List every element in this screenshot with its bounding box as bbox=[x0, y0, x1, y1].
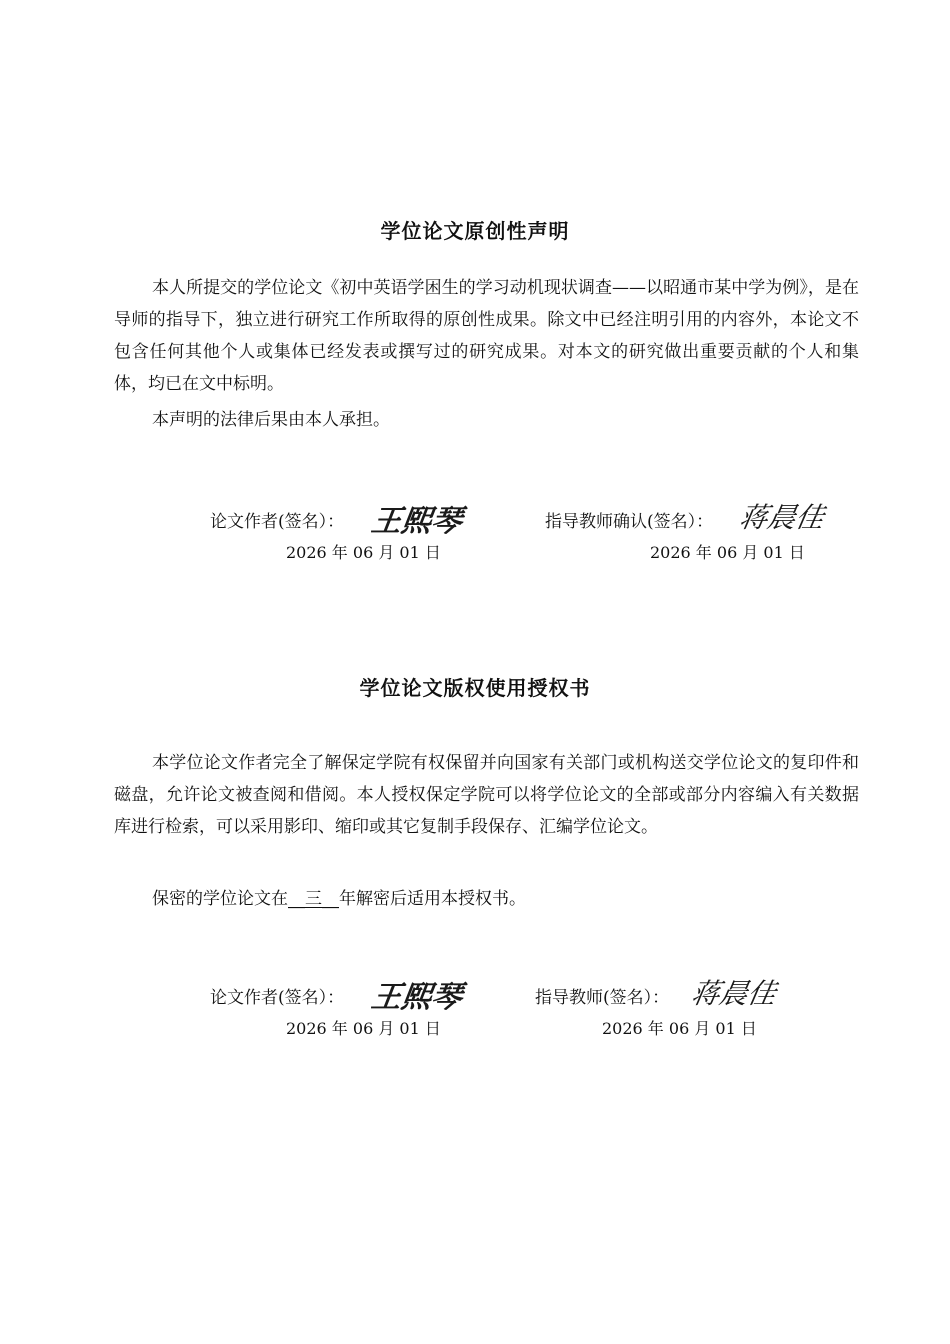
secrecy-statement bbox=[152, 884, 526, 909]
author-signature-2: 王熙琴 bbox=[369, 980, 464, 1015]
originality-declaration-title: 学位论文原创性声明 bbox=[380, 219, 570, 243]
author-signature-label-2: 论文作者(签名）： bbox=[210, 988, 345, 1008]
secrecy-prefix: 保密的学位论文在 bbox=[152, 889, 288, 909]
advisor-confirmation-label: 指导教师确认(签名）： bbox=[545, 512, 714, 532]
author-signature-date: 2026 年 06 月 01 日 bbox=[286, 543, 441, 562]
author-signature-date-2: 2026 年 06 月 01 日 bbox=[286, 1019, 441, 1038]
secrecy-years: __三__ bbox=[288, 889, 339, 909]
secrecy-suffix: 年解密后适用本授权书。 bbox=[339, 889, 526, 909]
author-signature-label: 论文作者(签名）： bbox=[210, 512, 345, 532]
copyright-authorization-title: 学位论文版权使用授权书 bbox=[359, 676, 591, 700]
originality-declaration-paragraph: 本人所提交的学位论文《初中英语学困生的学习动机现状调查——以昭通市某中学为例》，是在导师的指导下，独立进行研究工作所取得的原创性成果。除文中已经注明引用的内容外，本论文不包含任何其他个人或集体已经发表或撰写过的研究成果。对本文的研究做出重要贡献的个人和集体，均已在文中标明。 bbox=[114, 278, 859, 394]
advisor-signature: 蒋晨佳 bbox=[736, 501, 827, 534]
copyright-authorization-paragraph: 本学位论文作者完全了解保定学院有权保留并向国家有关部门或机构送交学位论文的复印件和磁盘，允许论文被查阅和借阅。本人授权保定学院可以将学位论文的全部或部分内容编入有关数据库进行检索，可以采用影印、缩印或其它复制手段保存、汇编学位论文。 bbox=[114, 753, 859, 837]
advisor-signature-date-2: 2026 年 06 月 01 日 bbox=[602, 1019, 757, 1038]
author-signature: 王熙琴 bbox=[369, 504, 464, 539]
advisor-signature-label-2: 指导教师(签名）： bbox=[535, 988, 670, 1008]
advisor-signature-2: 蒋晨佳 bbox=[688, 977, 779, 1010]
legal-responsibility-paragraph: 本声明的法律后果由本人承担。 bbox=[152, 410, 390, 430]
advisor-signature-date: 2026 年 06 月 01 日 bbox=[650, 543, 805, 562]
